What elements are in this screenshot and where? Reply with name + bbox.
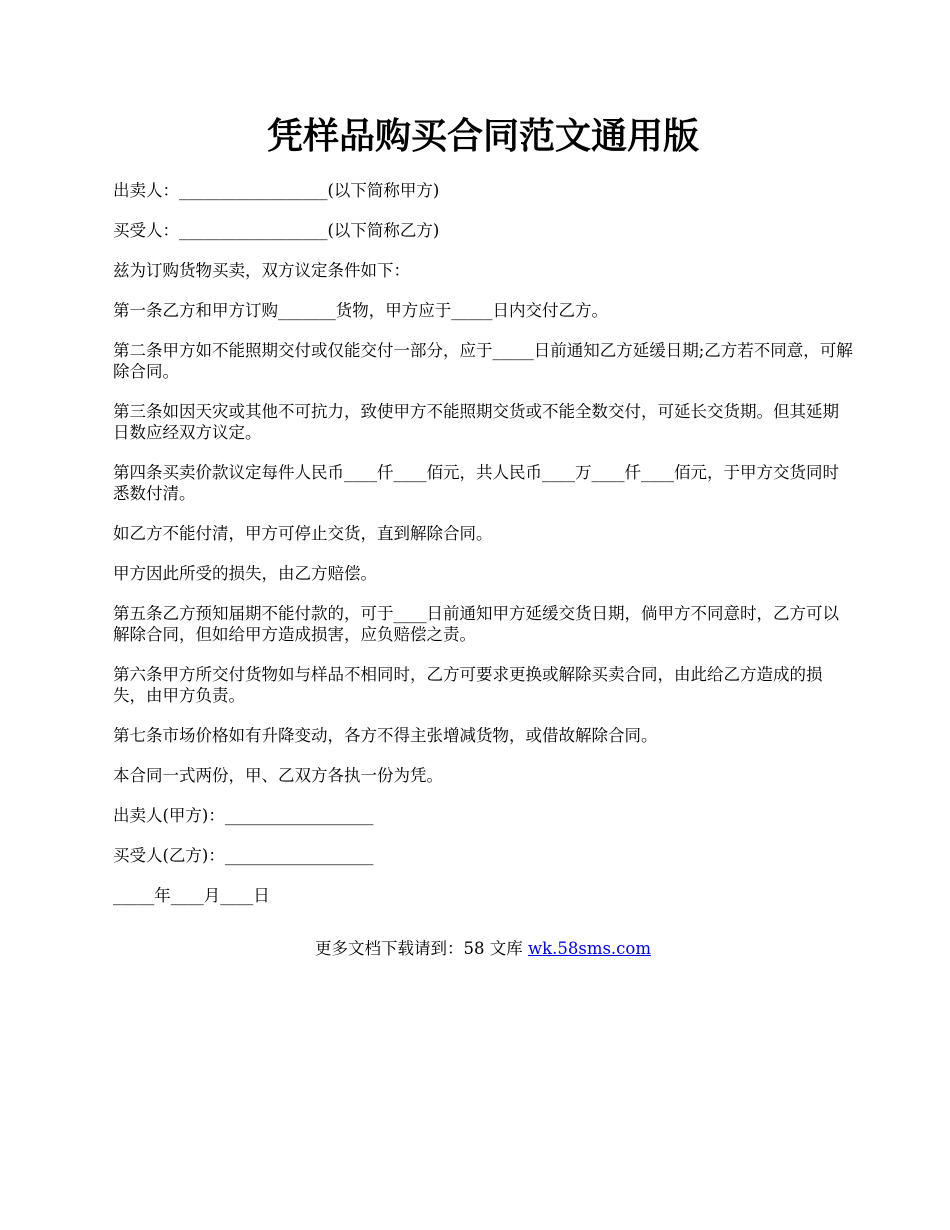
article-7: 第七条市场价格如有升降变动，各方不得主张增减货物，或借故解除合同。 <box>113 726 658 745</box>
article-6: 第六条甲方所交付货物如与样品不相同时，乙方可要求更换或解除买卖合同，由此给乙方造成的损失，由甲方负责。 <box>113 665 823 705</box>
article-4: 第四条买卖价款议定每件人民币____仟____佰元，共人民币____万____仟____佰元，于甲方交货同时悉数付清。 <box>113 463 839 503</box>
buyer-line: 买受人：__________________(以下简称乙方) <box>113 221 440 240</box>
article-4-clause-b: 甲方因此所受的损失，由乙方赔偿。 <box>113 564 377 583</box>
copies-clause: 本合同一式两份，甲、乙双方各执一份为凭。 <box>113 766 443 785</box>
seller-line: 出卖人：__________________(以下简称甲方) <box>113 181 440 200</box>
footer-link[interactable]: wk.58sms.com <box>527 939 651 958</box>
preamble: 兹为订购货物买卖，双方议定条件如下： <box>113 261 410 280</box>
footer-prefix: 更多文档下载请到：58 文库 <box>314 939 528 958</box>
article-5: 第五条乙方预知届期不能付款的，可于____日前通知甲方延缓交货日期，倘甲方不同意时，乙方可以解除合同，但如给甲方造成损害，应负赔偿之责。 <box>113 604 839 644</box>
seller-signature-line: 出卖人(甲方)：__________________ <box>113 806 374 825</box>
document-title: 凭样品购买合同范文通用版 <box>266 115 699 157</box>
article-2: 第二条甲方如不能照期交付或仅能交付一部分，应于_____日前通知乙方延缓日期;乙方若不同意，可解除合同。 <box>113 341 853 381</box>
article-4-clause-a: 如乙方不能付清，甲方可停止交货，直到解除合同。 <box>113 524 493 543</box>
article-1: 第一条乙方和甲方订购_______货物，甲方应于_____日内交付乙方。 <box>113 301 608 320</box>
article-3: 第三条如因天灾或其他不可抗力，致使甲方不能照期交货或不能全数交付，可延长交货期。但其延期日数应经双方议定。 <box>113 402 839 442</box>
buyer-signature-line: 买受人(乙方)：__________________ <box>113 846 374 865</box>
document-body <box>113 180 853 925</box>
date-line: _____年____月____日 <box>113 886 270 905</box>
download-footer <box>113 937 853 961</box>
